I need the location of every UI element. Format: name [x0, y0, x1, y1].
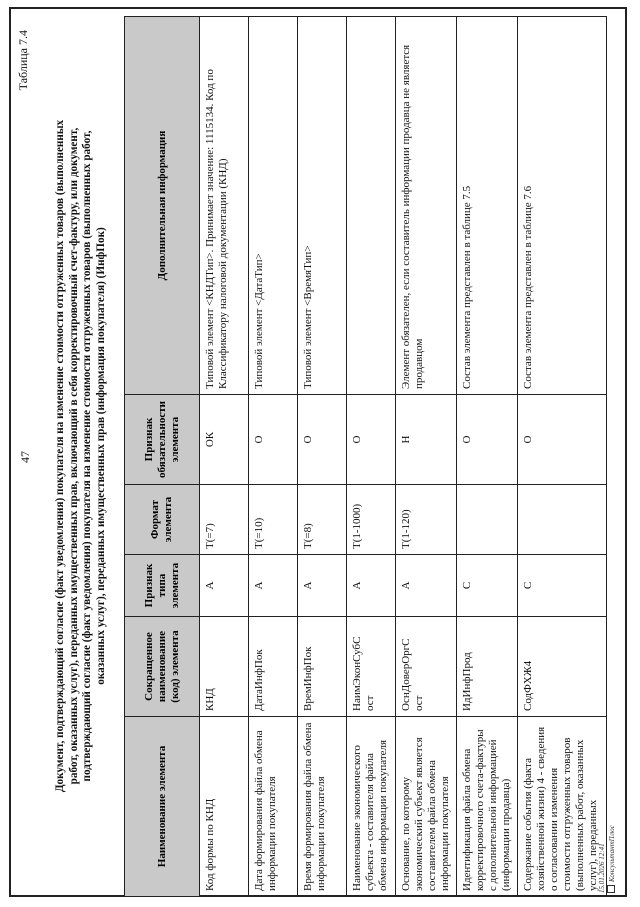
title-line: подтверждающий согласие (факт уведомления) покупателя на изменение стоимости отгруженных товаров (выполненных работ,: [81, 130, 94, 782]
cell-type: А: [249, 555, 298, 617]
page-number: 47: [18, 451, 32, 463]
cell-name: Основание, по которому экономический субъект является составителем файла обмена информации покупателя: [396, 717, 457, 897]
cell-format: Т(=10): [249, 485, 298, 555]
title-line: Документ, подтверждающий согласие (факт уведомления) покупателя на изменение стоимости отгруженных товаров (выполненных: [54, 119, 66, 793]
table-label: Таблица 7.4: [16, 30, 30, 91]
footer-source-label: КонсультантПлюс: [608, 825, 616, 882]
column-header: Дополнительная информация: [125, 17, 200, 395]
cell-type: А: [396, 555, 457, 617]
cell-info: Состав элемента представлен в таблице 7.5: [457, 17, 518, 395]
cell-code: СодФХЖ4: [518, 617, 607, 717]
table-row: [347, 17, 396, 897]
cell-required: О: [347, 395, 396, 485]
table-header-row: [125, 17, 200, 897]
cell-name: Код формы по КНД: [200, 717, 249, 897]
cell-name: Дата формирования файла обмена информации покупателя: [249, 717, 298, 897]
footer: [598, 825, 617, 893]
cell-format: Т(1-1000): [347, 485, 396, 555]
cell-info: Типовой элемент <КНДТип>. Принимает значение: 1115134. Код по Классификатору налоговой документации (КНД): [200, 17, 249, 395]
document-title: [54, 51, 108, 861]
cell-code: ВремИнфПок: [298, 617, 347, 717]
column-header: Признак типа элемента: [125, 555, 200, 617]
cell-info: [347, 17, 396, 395]
cell-type: А: [347, 555, 396, 617]
cell-code: КНД: [200, 617, 249, 717]
footer-source: [607, 825, 617, 893]
cell-info: Состав элемента представлен в таблице 7.6: [518, 17, 607, 395]
table-row: [518, 17, 607, 897]
cell-type: С: [518, 555, 607, 617]
cell-code: ИдИнфПрод: [457, 617, 518, 717]
cell-format: [518, 485, 607, 555]
column-header: Формат элемента: [125, 485, 200, 555]
cell-info: Элемент обязателен, если составитель информации продавца не является продавцом: [396, 17, 457, 395]
table-row: [200, 17, 249, 897]
column-header: Наименование элемента: [125, 717, 200, 897]
footer-timestamp: 15.01.2026 12:41: [598, 843, 606, 893]
cell-name: Время формирования файла обмена информации покупателя: [298, 717, 347, 897]
cell-format: Т(=8): [298, 485, 347, 555]
cell-name: Наименование экономического субъекта - составителя файла обмена информации покупателя: [347, 717, 396, 897]
column-header: Сокращенное наименование (код) элемента: [125, 617, 200, 717]
cell-type: С: [457, 555, 518, 617]
cell-info: Типовой элемент <ДатаТип>: [249, 17, 298, 395]
title-line: работ, оказанных услуг), переданных имущественных прав, включающий в себя корректировочный счет-фактуру, или документ,: [67, 127, 80, 785]
cell-code: ОснДоверОргС ост: [396, 617, 457, 717]
cell-name: Содержание события (факта хозяйственной жизни) 4 - сведения о согласовании изменения стоимости отгруженных товаров (выполненных работ, оказанных услуг), переданных: [518, 717, 607, 897]
cell-format: [457, 485, 518, 555]
cell-required: ОК: [200, 395, 249, 485]
table-row: [298, 17, 347, 897]
document-icon: [607, 885, 615, 893]
cell-type: А: [298, 555, 347, 617]
cell-required: О: [249, 395, 298, 485]
elements-table: [124, 16, 607, 897]
cell-required: О: [457, 395, 518, 485]
column-header: Признак обязательности элемента: [125, 395, 200, 485]
cell-code: НаимЭконСубС ост: [347, 617, 396, 717]
cell-info: Типовой элемент <ВремяТип>: [298, 17, 347, 395]
cell-format: Т(=7): [200, 485, 249, 555]
cell-code: ДатаИнфПок: [249, 617, 298, 717]
title-line: оказанных услуг), переданных имущественных прав (информация покупателя) (ИнфПок): [94, 227, 107, 685]
table-row: [457, 17, 518, 897]
table-row: [249, 17, 298, 897]
cell-name: Идентификация файла обмена корректировочного счета-фактуры с дополнительной информацией (информации продавца): [457, 717, 518, 897]
cell-type: А: [200, 555, 249, 617]
cell-required: Н: [396, 395, 457, 485]
table-row: [396, 17, 457, 897]
cell-required: О: [518, 395, 607, 485]
cell-required: О: [298, 395, 347, 485]
cell-format: Т(1-120): [396, 485, 457, 555]
